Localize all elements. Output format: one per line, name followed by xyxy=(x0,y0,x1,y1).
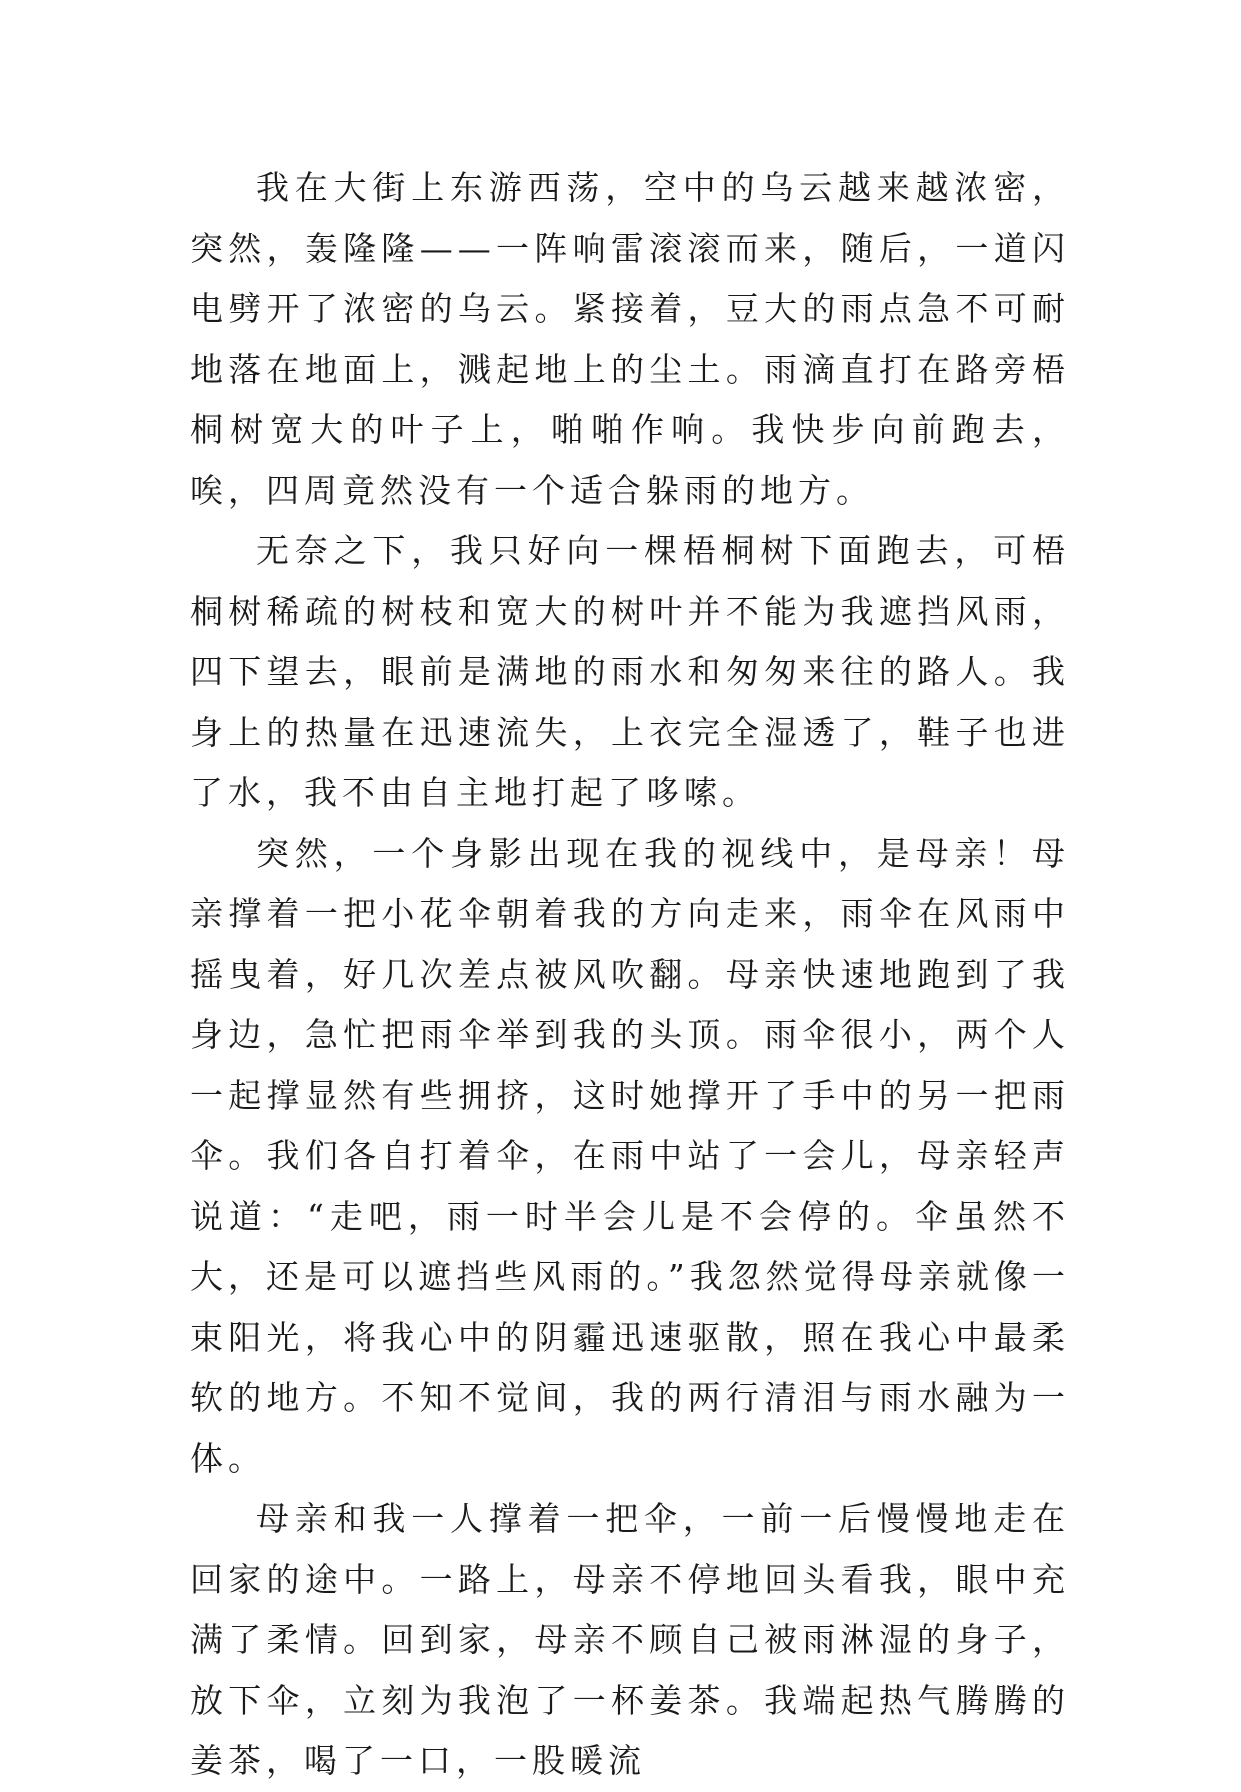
paragraph-1: 我在大街上东游西荡，空中的乌云越来越浓密，突然，轰隆隆——一阵响雷滚滚而来，随后，一道闪电劈开了浓密的乌云。紧接着，豆大的雨点急不可耐地落在地面上，溅起地上的尘土。雨滴直打在路旁梧桐树宽大的叶子上，啪啪作响。我快步向前跑去，唉，四周竟然没有一个适合躲雨的地方。 xyxy=(190,168,1070,510)
paragraph-3: 突然，一个身影出现在我的视线中，是母亲！母亲撑着一把小花伞朝着我的方向走来，雨伞在风雨中摇曳着，好几次差点被风吹翻。母亲快速地跑到了我身边，急忙把雨伞举到我的头顶。雨伞很小，两个人一起撑显然有些拥挤，这时她撑开了手中的另一把雨伞。我们各自打着伞，在雨中站了一会儿，母亲轻声说道：“走吧，雨一时半会儿是不会停的。伞虽然不大，还是可以遮挡些风雨的。”我忽然觉得母亲就像一束阳光，将我心中的阴霾迅速驱散，照在我心中最柔软的地方。不知不觉间，我的两行清泪与雨水融为一体。 xyxy=(190,833,1070,1478)
essay-body xyxy=(190,158,1070,1792)
paragraph-2: 无奈之下，我只好向一棵梧桐树下面跑去，可梧桐树稀疏的树枝和宽大的树叶并不能为我遮挡风雨，四下望去，眼前是满地的雨水和匆匆来往的路人。我身上的热量在迅速流失，上衣完全湿透了，鞋子也进了水，我不由自主地打起了哆嗦。 xyxy=(190,531,1070,812)
paragraph-4: 母亲和我一人撑着一把伞，一前一后慢慢地走在回家的途中。一路上，母亲不停地回头看我，眼中充满了柔情。回到家，母亲不顾自己被雨淋湿的身子，放下伞，立刻为我泡了一杯姜茶。我端起热气腾腾的姜茶，喝了一口，一股暖流 xyxy=(190,1499,1070,1780)
